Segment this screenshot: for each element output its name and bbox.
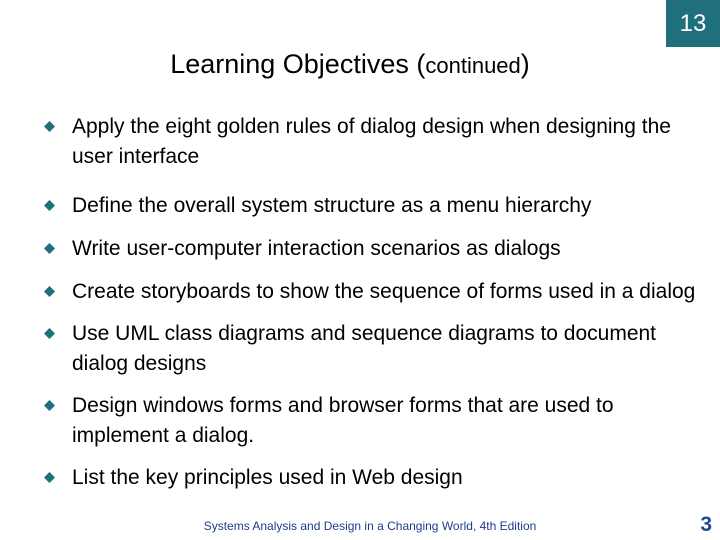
title-open-paren: ( xyxy=(416,49,426,79)
bullet-item xyxy=(42,391,702,451)
bullet-text: List the key principles used in Web design xyxy=(72,466,463,489)
bullet-item xyxy=(42,112,702,172)
diamond-icon xyxy=(44,328,55,339)
diamond-icon xyxy=(44,243,55,254)
title-main: Learning Objectives xyxy=(170,49,409,79)
bullet-item xyxy=(42,319,702,379)
bullet-list xyxy=(42,112,702,493)
title-suffix: continued xyxy=(425,53,521,78)
bullet-item xyxy=(42,234,702,264)
title-close-paren: ) xyxy=(520,49,530,79)
bullet-text: Apply the eight golden rules of dialog design when designing the user interface xyxy=(72,115,671,168)
bullet-text: Use UML class diagrams and sequence diagrams to document dialog designs xyxy=(72,322,657,375)
slide-title xyxy=(0,44,700,86)
bullet-text: Write user-computer interaction scenarios as dialogs xyxy=(72,237,561,260)
page-number: 3 xyxy=(700,513,712,536)
diamond-icon xyxy=(44,200,55,211)
diamond-icon xyxy=(44,400,55,411)
diamond-icon xyxy=(44,472,55,483)
slide-number-badge: 13 xyxy=(666,0,720,47)
bullet-item xyxy=(42,463,702,493)
bullet-text: Design windows forms and browser forms that are used to implement a dialog. xyxy=(72,394,614,447)
bullet-item xyxy=(42,277,702,307)
diamond-icon xyxy=(44,286,55,297)
bullet-item xyxy=(42,191,702,221)
bullet-text: Create storyboards to show the sequence of forms used in a dialog xyxy=(72,280,696,303)
bullet-text: Define the overall system structure as a menu hierarchy xyxy=(72,194,592,217)
diamond-icon xyxy=(44,121,55,132)
footer-text: Systems Analysis and Design in a Changing World, 4th Edition xyxy=(203,519,537,533)
